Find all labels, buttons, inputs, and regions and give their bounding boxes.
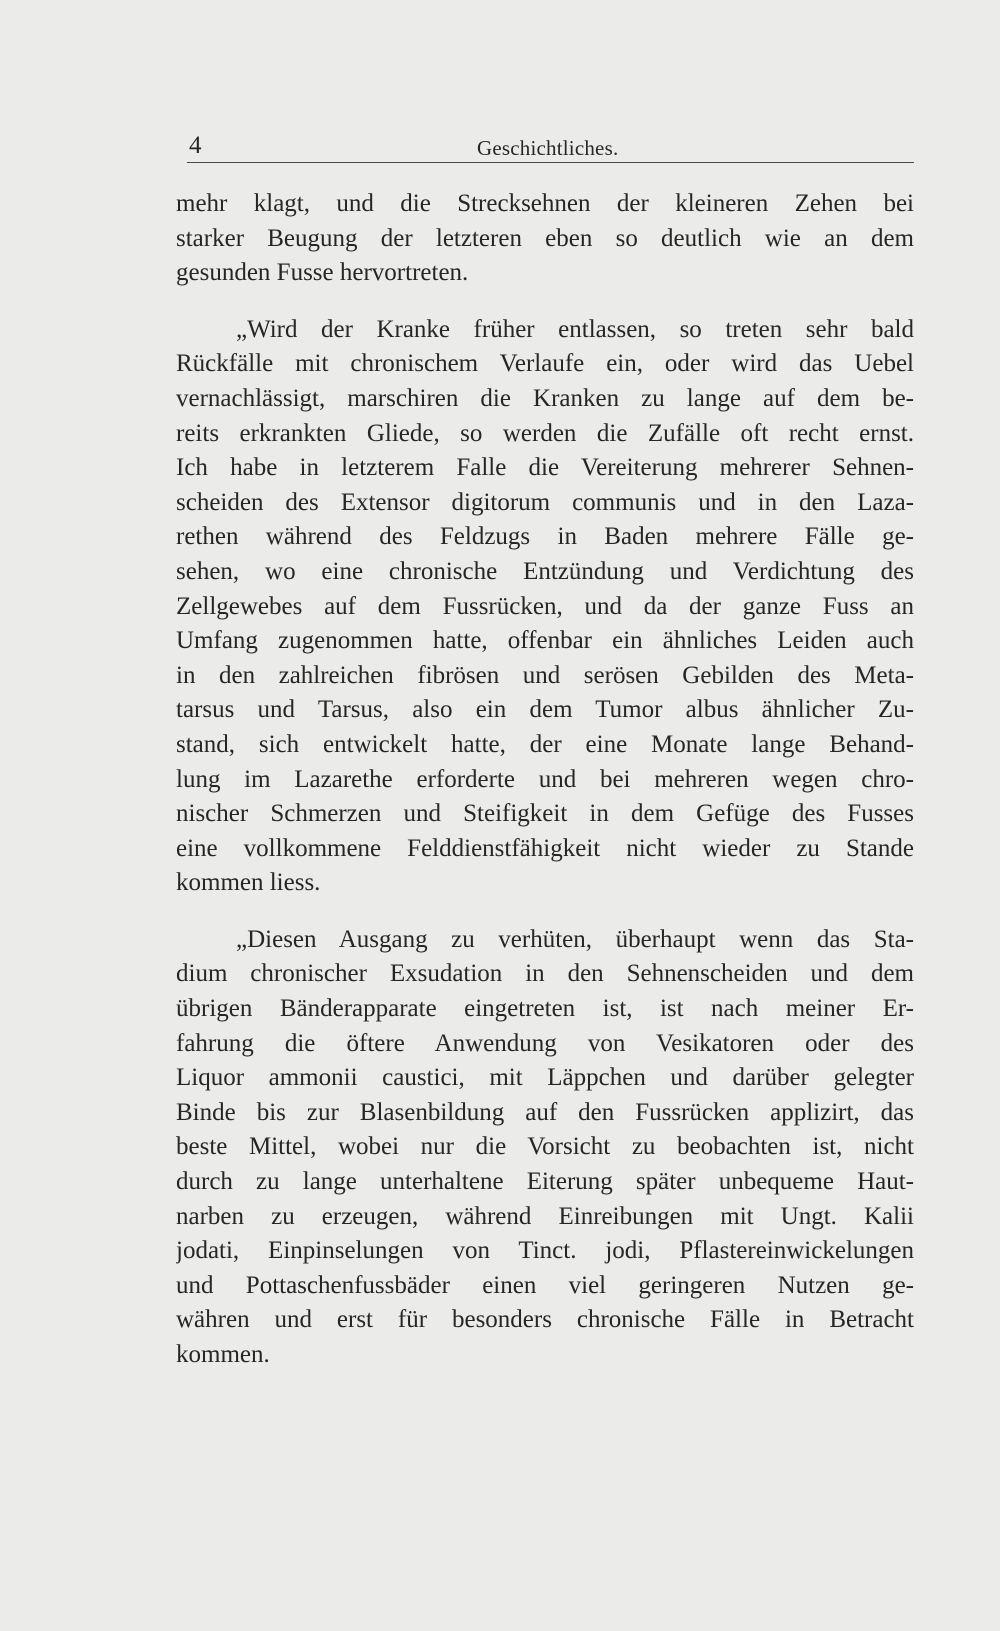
text-line: beste Mittel, wobei nur die Vorsicht zu beobachten ist, nicht [176,1133,914,1161]
running-header [187,130,914,163]
text-line: vernachlässigt, marschiren die Kranken zu lange auf dem be- [176,384,914,412]
text-line: Binde bis zur Blasenbildung auf den Fussrücken applizirt, das [176,1098,914,1126]
text-line: stand, sich entwickelt hatte, der eine Monate lange Behand- [176,730,914,758]
text-line: übrigen Bänderapparate eingetreten ist, ist nach meiner Er- [176,995,914,1023]
text-line: fahrung die öftere Anwendung von Vesikatoren oder des [176,1029,914,1057]
text-line: Rückfälle mit chronischem Verlaufe ein, oder wird das Uebel [176,350,914,378]
text-line: lung im Lazarethe erforderte und bei mehreren wegen chro- [176,765,914,793]
text-line: jodati, Einpinselungen von Tinct. jodi, Pflastereinwickelungen [176,1237,914,1265]
body-text [176,187,914,1373]
text-line: kommen liess. [176,869,321,897]
text-line: tarsus und Tarsus, also ein dem Tumor albus ähnlicher Zu- [176,696,914,724]
text-line: durch zu lange unterhaltene Eiterung später unbequeme Haut- [176,1168,914,1196]
text-line: dium chronischer Exsudation in den Sehnenscheiden und dem [176,960,914,988]
text-line: mehr klagt, und die Strecksehnen der kleineren Zehen bei [176,190,914,217]
text-line: in den zahlreichen fibrösen und serösen Gebilden des Meta- [176,661,914,689]
text-line: rethen während des Feldzugs in Baden mehrere Fälle ge- [176,523,914,551]
text-line: narben zu erzeugen, während Einreibungen mit Ungt. Kalii [176,1202,914,1230]
text-line: Liquor ammonii caustici, mit Läppchen und darüber gelegter [176,1064,914,1092]
text-line: nischer Schmerzen und Steifigkeit in dem Gefüge des Fusses [176,800,914,828]
text-line: eine vollkommene Felddienstfähigkeit nicht wieder zu Stande [176,834,914,862]
text-line: scheiden des Extensor digitorum communis und in den Laza- [176,488,914,516]
text-line: Ich habe in letzterem Falle die Vereiterung mehrerer Sehnen- [176,454,914,482]
running-title: Geschichtliches. [477,136,619,160]
text-line: gesunden Fusse hervortreten. [176,259,469,287]
text-line: „Wird der Kranke früher entlassen, so treten sehr bald [236,315,914,343]
page-number: 4 [189,132,202,159]
paragraph [176,187,914,291]
text-line: und Pottaschenfussbäder einen viel geringeren Nutzen ge- [176,1271,914,1299]
paragraph [176,923,914,1373]
text-line: kommen. [176,1341,270,1368]
text-line: starker Beugung der letzteren eben so deutlich wie an dem [176,224,914,252]
text-line: sehen, wo eine chronische Entzündung und Verdichtung des [176,557,914,585]
paragraph [176,313,914,901]
text-line: Zellgewebes auf dem Fussrücken, und da der ganze Fuss an [176,592,914,620]
text-line: währen und erst für besonders chronische Fälle in Betracht [176,1306,914,1334]
text-line: „Diesen Ausgang zu verhüten, überhaupt wenn das Sta- [236,925,914,953]
text-line: Umfang zugenommen hatte, offenbar ein ähnliches Leiden auch [176,627,914,655]
text-line: reits erkrankten Gliede, so werden die Zufälle oft recht ernst. [176,419,914,447]
